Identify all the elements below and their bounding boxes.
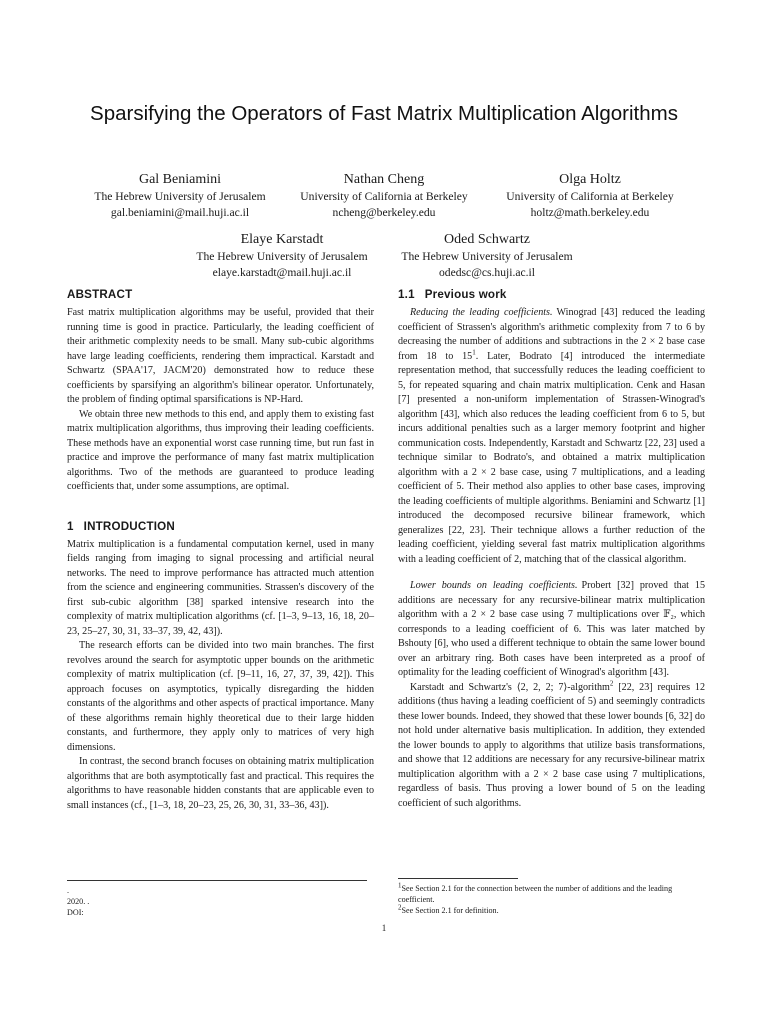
abstract-paragraph: Fast matrix multiplication algorithms may be useful, provided that their running time is good in practice. Particularly, the leading coefficient of their arithmetic complexity needs to be small. Many sub-cubic algorithms have large leading coefficients, rendering them impractical. Karstadt and Schwartz (SPAA'17, JACM'20) demonstrated how to reduce these coefficients by sparsifying an algorithm's bilinear operator. Unfortunately, the problem of finding optimal sparsifications is NP-Hard.	[67, 307, 374, 405]
body-paragraph: The research efforts can be divided into two main branches. The first revolves around the search for asymptotic upper bounds on the arithmetic complexity of matrix multiplication (cf. [9–11, 16, 27, 37, 39, 42]). This approach focuses on asymptotics, typically disregarding the hidden constants of the algorithms and other aspects of practical importance. Many of these algorithms remain highly theoretical due to their large hidden constants, and furthermore, they apply only to matrices of very high dimensions.	[67, 640, 374, 753]
footnote	[398, 883, 705, 905]
left-footnotes	[67, 885, 367, 918]
footnote	[398, 905, 705, 916]
abstract-paragraph: We obtain three new methods to this end, and apply them to existing fast matrix multiplication algorithms, thus improving their leading coefficients. These methods have an exponential worst case running time, but run fast in practice and improve the performance of many fast matrix multiplication algorithms. Two of the methods are guaranteed to produce leading coefficients that, under some assumptions, are optimal.	[67, 408, 374, 492]
section-number: 1	[67, 519, 74, 533]
right-footnotes	[398, 883, 705, 916]
section-heading-previous-work	[398, 287, 705, 303]
author-email: gal.beniamini@mail.huji.ac.il	[110, 206, 250, 219]
paragraph-text: [22, 23] requires 12 additions (thus having a leading coefficient of 5) and seemingly contradicts these lower bounds. Indeed, they showed that these lower bounds [6, 32] do not hold under alternative basis multiplication. In addition, they extended the lower bounds to apply to algorithms that utilize basis transformations, and showe that 12 additions are necessary for any recursive-bilinear matrix multiplication algorithm with a 2 × 2 base case using 7 multiplications, regardless of basis. Thus proving a lower bound of 5 on the leading coefficient of such algorithms.	[398, 681, 706, 809]
author-name: Elaye Karstadt	[240, 232, 324, 247]
author-email: holtz@math.berkeley.edu	[530, 206, 650, 219]
body-paragraph: In contrast, the second branch focuses on obtaining matrix multiplication algorithms that are both asymptotically fast and practical. This requires the algorithms to have reasonable hidden constants that are applicable even to small instances (cf., [1–3, 18, 20–23, 25, 26, 30, 31, 33–36, 43]).	[67, 756, 374, 811]
author-email: odedsc@cs.huji.ac.il	[439, 266, 535, 279]
author-affiliation: The Hebrew University of Jerusalem	[401, 250, 573, 263]
author-block	[284, 170, 484, 221]
footnote-doi: DOI:	[67, 908, 84, 917]
author-block	[80, 170, 280, 221]
run-in-heading: Reducing the leading coefficients.	[410, 307, 553, 318]
body-paragraph	[398, 579, 705, 681]
author-affiliation: The Hebrew University of Jerusalem	[196, 250, 368, 263]
footnote-rule	[67, 880, 367, 881]
footnote-mark: 1	[398, 881, 402, 890]
footnote-mark: 1	[472, 348, 476, 357]
author-affiliation: University of California at Berkeley	[300, 190, 468, 203]
paper-title: Sparsifying the Operators of Fast Matrix Multiplication Algorithms	[90, 102, 678, 125]
run-in-heading: Lower bounds on leading coefficients.	[410, 580, 578, 591]
author-block	[490, 170, 690, 221]
body-paragraph: Matrix multiplication is a fundamental computation kernel, used in many fields ranging from imaging to signal processing and artificial neural networks. The need to improve performance has attracted much attention from the science and engineering communities. Strassen's discovery of the first sub-cubic algorithm [38] sparked intensive research into the complexity of matrix multiplication algorithms (cf. [1–3, 9–13, 16, 18, 20–23, 25–27, 30, 31, 33–37, 39, 42, 43]).	[67, 538, 374, 637]
author-email: ncheng@berkeley.edu	[332, 206, 436, 219]
footnote-text: See Section 2.1 for definition.	[401, 906, 499, 915]
section-number: 1.1	[398, 288, 415, 301]
paragraph-text: . Later, Bodrato [4] introduced the intermediate representation method, that successfully reduces the leading coefficient to 5, for repeated squaring and chain matrix multiplication. Cenk and Hasan [7] presented a non-uniform implementation of Strassen-Winograd's algorithm [43], which also reduces the leading coefficient from 6 to 5, but incurs additional penalties such as a larger memory footprint and higher communication costs. Independently, Karstadt and Schwartz [22, 23] used a technique similar to Bodrato's, and obtained a matrix multiplication algorithm with a 2 × 2 base case, using 7 multiplications, and a leading coefficient of 5. Their method also applies to other base cases, improving the leading coefficients of multiple algorithms. Beniamini and Schwartz [1] introduced the decomposed recursive bilinear framework, which generalizes [22, 23]. Their technique allows a further reduction of the leading coefficient, yielding several fast matrix multiplication algorithms with a leading coefficient of 2, matching that of the classical algorithm.	[398, 350, 705, 565]
author-email: elaye.karstadt@mail.huji.ac.il	[212, 266, 352, 279]
author-affiliation: University of California at Berkeley	[506, 190, 674, 203]
paragraph-text: Probert [32] proved that 15 additions are necessary for any recursive-bilinear matrix multiplication algorithm with a 2 × 2 base case using 7 multiplications over 𝔽₂, which corresponds to a leading coefficient of 6. This was later matched by Bshouty [6], who used a different technique to obtain the same lower bound over an arbitrary ring. Both cases have been interpreted as a proof of optimality for the leading coefficient of Winograd's algorithm [43].	[398, 580, 705, 678]
body-paragraph	[398, 681, 705, 812]
body-paragraph	[398, 306, 705, 567]
footnote-text: See Section 2.1 for the connection between the number of additions and the leading coefficient.	[398, 884, 673, 904]
author-name: Nathan Cheng	[343, 172, 425, 187]
abstract-heading: ABSTRACT	[67, 288, 133, 301]
footnote-mark: 2	[609, 679, 614, 688]
footnote-dot: .	[67, 886, 70, 895]
author-name: Oded Schwartz	[444, 232, 530, 247]
left-column	[67, 287, 374, 813]
right-column	[398, 287, 705, 811]
section-title: INTRODUCTION	[83, 519, 175, 533]
page-number: 1	[381, 923, 387, 933]
section-heading-introduction	[67, 519, 374, 535]
author-block	[387, 230, 587, 281]
author-name: Olga Holtz	[559, 172, 621, 187]
author-affiliation: The Hebrew University of Jerusalem	[94, 190, 266, 203]
author-name: Gal Beniamini	[138, 172, 222, 187]
author-block	[182, 230, 382, 281]
paragraph-text: Karstadt and Schwartz's ⟨2, 2, 2; 7⟩-algorithm	[410, 681, 610, 693]
footnote-rule	[398, 878, 518, 879]
footnote-mark: 2	[398, 903, 402, 912]
footnote-year: 2020. .	[67, 897, 90, 906]
paragraph-text: Winograd [43] reduced the leading coefficient of Strassen's algorithm's arithmetic complexity from 7 to 6 by decreasing the number of additions and subtractions in the 2 × 2 base case from 18 to 15	[398, 307, 705, 362]
section-title: Previous work	[424, 288, 507, 301]
